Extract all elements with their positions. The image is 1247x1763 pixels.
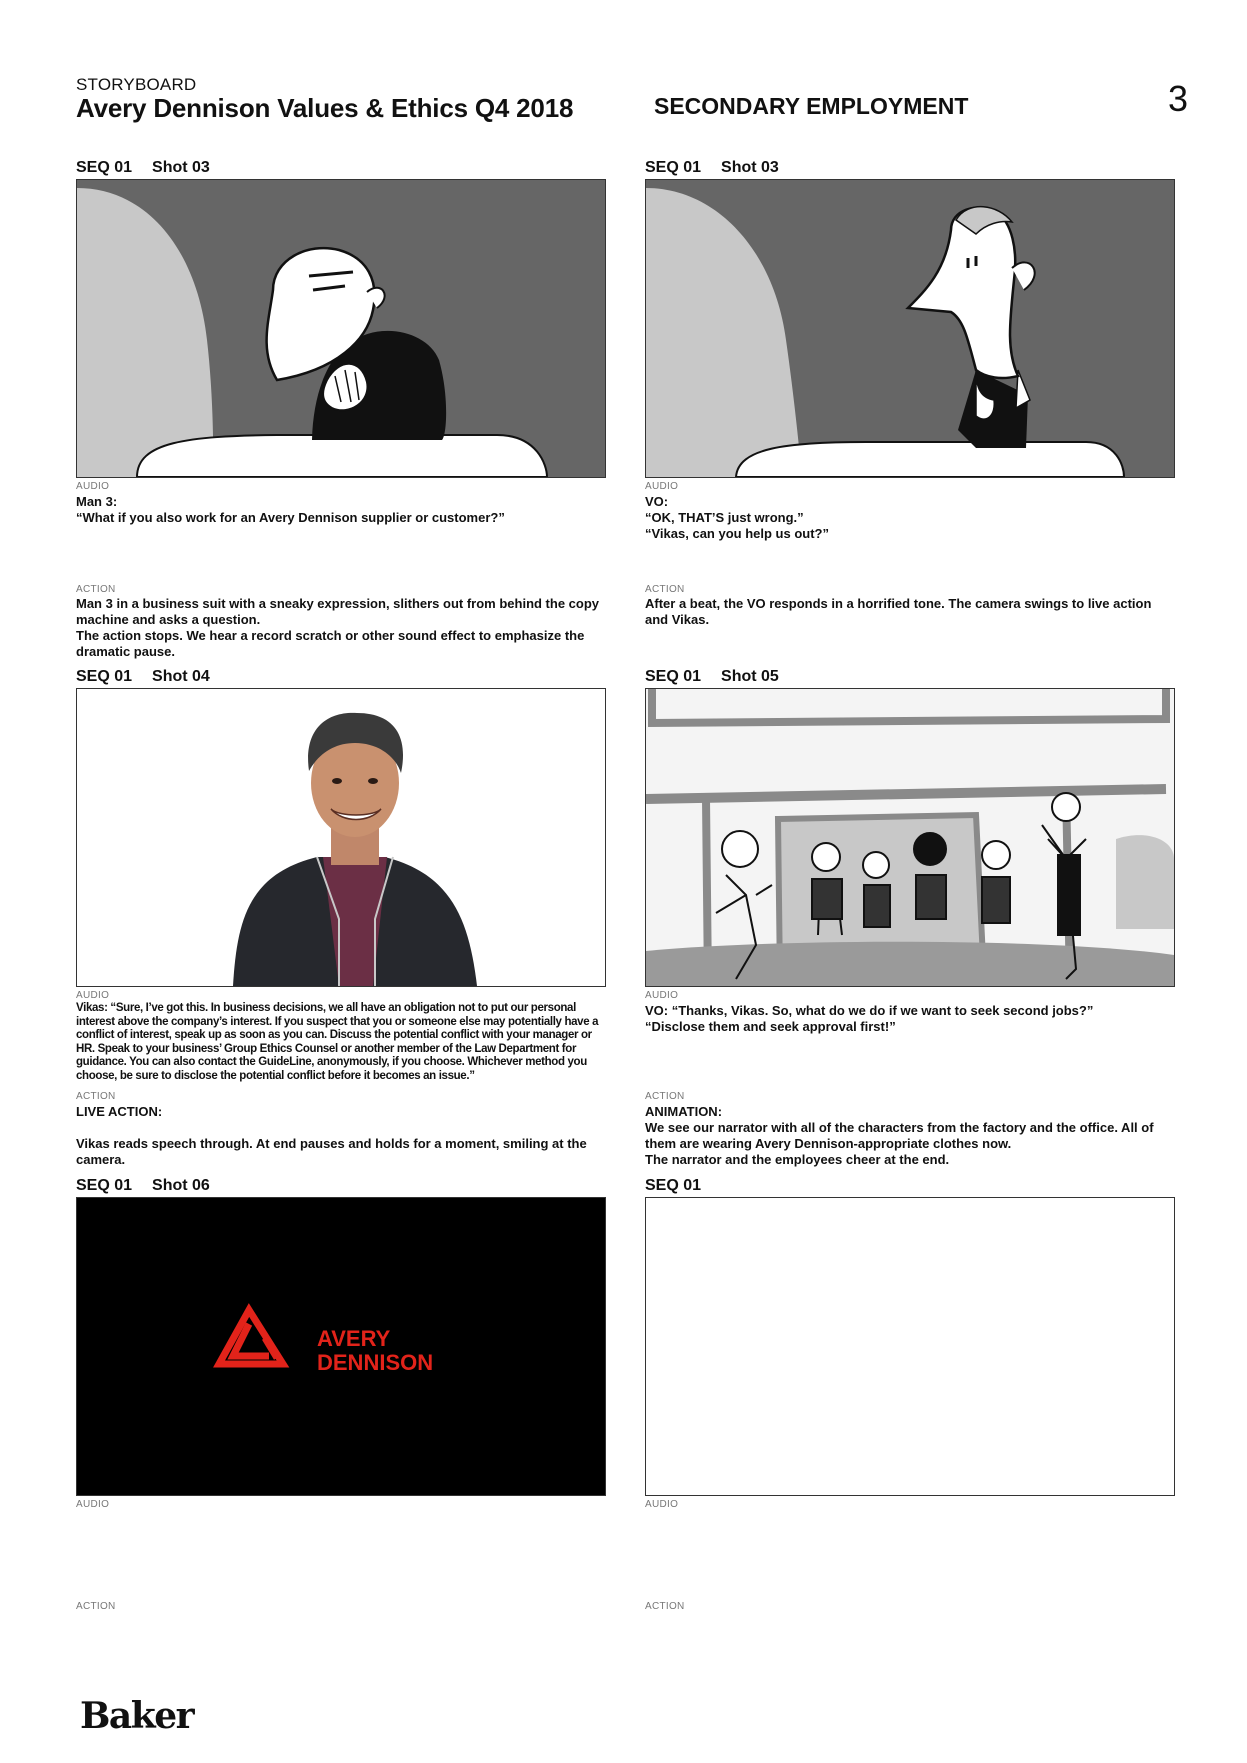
sketch-sneaky-man-illustration — [77, 180, 605, 477]
shot-frame-shocked-man — [645, 179, 1175, 478]
audio-label: AUDIO — [76, 481, 110, 492]
sketch-shocked-man-illustration — [646, 180, 1174, 477]
document-title: Avery Dennison Values & Ethics Q4 2018 — [76, 93, 574, 123]
page-number: 3 — [1167, 78, 1188, 119]
shot-frame-logo-card — [76, 1197, 606, 1496]
shot-label: Shot 04 — [152, 668, 210, 685]
audio-text: Vikas: “Sure, I’ve got this. In business decisions, we all have an obligation not to put our personal interest above the company’s interest. If you suspect that you or someone else may potentially have a conflict of interest, speak up as soon as you can. Discuss the potential conflict with your manager or HR. Speak to your business’ Group Ethics Counsel or another member of the Law Department for guidance. You can also contact the GuideLine, anonymously, if you choose. Whichever method you choose, be sure to disclose the potential conflict before it becomes an issue.” — [76, 1002, 599, 1082]
seq-label: SEQ 01 — [76, 1177, 133, 1194]
storyboard-label: STORYBOARD — [76, 75, 197, 94]
logo-line2: DENNISON — [317, 1350, 434, 1375]
shot-frame-sneaky-man — [76, 179, 606, 478]
audio-label: AUDIO — [76, 1499, 110, 1510]
audio-text: Man 3: “What if you also work for an Avery Dennison supplier or customer?” — [76, 494, 505, 525]
logo-line1: AVERY — [317, 1326, 391, 1351]
seq-label: SEQ 01 — [76, 159, 133, 176]
action-label: ACTION — [76, 1601, 116, 1612]
action-label: ACTION — [645, 1091, 685, 1102]
action-text: After a beat, the VO responds in a horrified tone. The camera swings to live action and Vikas. — [645, 596, 1152, 627]
seq-label: SEQ 01 — [645, 668, 702, 685]
audio-text: VO: “OK, THAT’S just wrong.” “Vikas, can you help us out?” — [645, 494, 829, 541]
seq-label: SEQ 01 — [645, 159, 702, 176]
sketch-group-cheer-illustration — [646, 689, 1174, 986]
shot-frame-group-cheer — [645, 688, 1175, 987]
action-label: ACTION — [645, 584, 685, 595]
section-title: SECONDARY EMPLOYMENT — [654, 93, 969, 119]
action-label: ACTION — [76, 1091, 116, 1102]
seq-label: SEQ 01 — [645, 1177, 702, 1194]
shot-label: Shot 03 — [152, 159, 210, 176]
seq-label: SEQ 01 — [76, 668, 133, 685]
action-label: ACTION — [76, 584, 116, 595]
shot-label: Shot 03 — [721, 159, 779, 176]
baker-brand-logo: Baker — [80, 1695, 194, 1737]
action-text: Man 3 in a business suit with a sneaky expression, slithers out from behind the copy machine and asks a question. The action stops. We hear a record scratch or other sound effect to emphasize the dramatic pause. — [76, 596, 600, 659]
shot-frame-vikas-photo — [76, 688, 606, 987]
action-text: LIVE ACTION: Vikas reads speech through. At end pauses and holds for a moment, smiling at the camera. — [76, 1104, 587, 1167]
action-text: ANIMATION: We see our narrator with all of the characters from the factory and the office. All of them are wearing Avery Dennison-appropriate clothes now. The narrator and the employees cheer at the end. — [645, 1104, 1154, 1167]
shot-label: Shot 05 — [721, 668, 779, 685]
audio-label: AUDIO — [645, 481, 679, 492]
action-label: ACTION — [645, 1601, 685, 1612]
audio-label: AUDIO — [645, 1499, 679, 1510]
shot-label: Shot 06 — [152, 1177, 210, 1194]
avery-dennison-logo-icon — [77, 1198, 605, 1495]
audio-label: AUDIO — [645, 990, 679, 1001]
audio-label: AUDIO — [76, 990, 110, 1001]
audio-text: VO: “Thanks, Vikas. So, what do we do if we want to seek second jobs?” “Disclose them and seek approval first!” — [645, 1003, 1094, 1034]
photo-vikas-illustration — [77, 689, 605, 986]
shot-frame-blank — [645, 1197, 1175, 1496]
